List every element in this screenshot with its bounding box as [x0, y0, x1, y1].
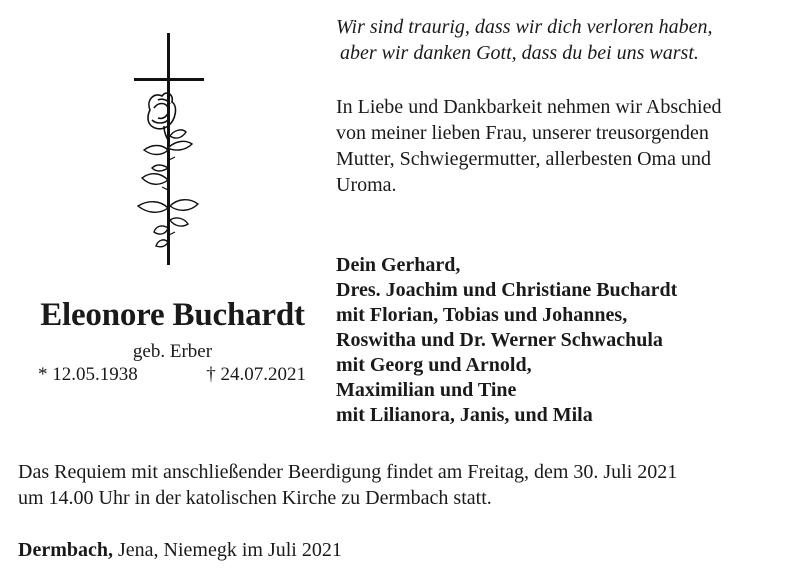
farewell-line: von meiner lieben Frau, unserer treusorgenden [336, 122, 709, 144]
quote-line: Wir sind traurig, dass wir dich verloren haben, [336, 16, 713, 38]
mourner-line: Maximilian und Tine [336, 379, 517, 401]
deceased-name: Eleonore Buchardt [40, 297, 305, 333]
service-line: um 14.00 Uhr in der katolischen Kirche zu Dermbach statt. [18, 487, 492, 509]
farewell-text [336, 94, 786, 198]
memorial-quote [336, 14, 786, 66]
mourner-line: mit Lilianora, Janis, und Mila [336, 404, 593, 426]
place-rest: Jena, Niemegk im Juli 2021 [112, 539, 342, 561]
birth-date: * 12.05.1938 [38, 364, 138, 385]
mourner-line: Dres. Joachim und Christiane Buchardt [336, 279, 678, 301]
farewell-line: Mutter, Schwiegermutter, allerbesten Oma und [336, 148, 711, 170]
service-line: Das Requiem mit anschließender Beerdigung findet am Freitag, dem 30. Juli 2021 [18, 461, 678, 483]
death-date: † 24.07.2021 [206, 364, 306, 385]
place-and-date [18, 537, 788, 563]
service-info [18, 459, 788, 511]
place-primary: Dermbach, [18, 539, 113, 561]
mourner-line: mit Georg und Arnold, [336, 354, 532, 376]
mourner-line: Roswitha und Dr. Werner Schwachula [336, 329, 663, 351]
maiden-name: geb. Erber [132, 341, 213, 362]
quote-line: aber wir danken Gott, dass du bei uns warst. [340, 42, 699, 64]
mourner-line: mit Florian, Tobias und Johannes, [336, 304, 628, 326]
mourners-list [336, 253, 786, 428]
mourner-line: Dein Gerhard, [336, 254, 461, 276]
farewell-line: In Liebe und Dankbarkeit nehmen wir Abschied [336, 96, 722, 118]
farewell-line: Uroma. [336, 174, 397, 196]
cross-with-rose-icon [128, 30, 208, 270]
